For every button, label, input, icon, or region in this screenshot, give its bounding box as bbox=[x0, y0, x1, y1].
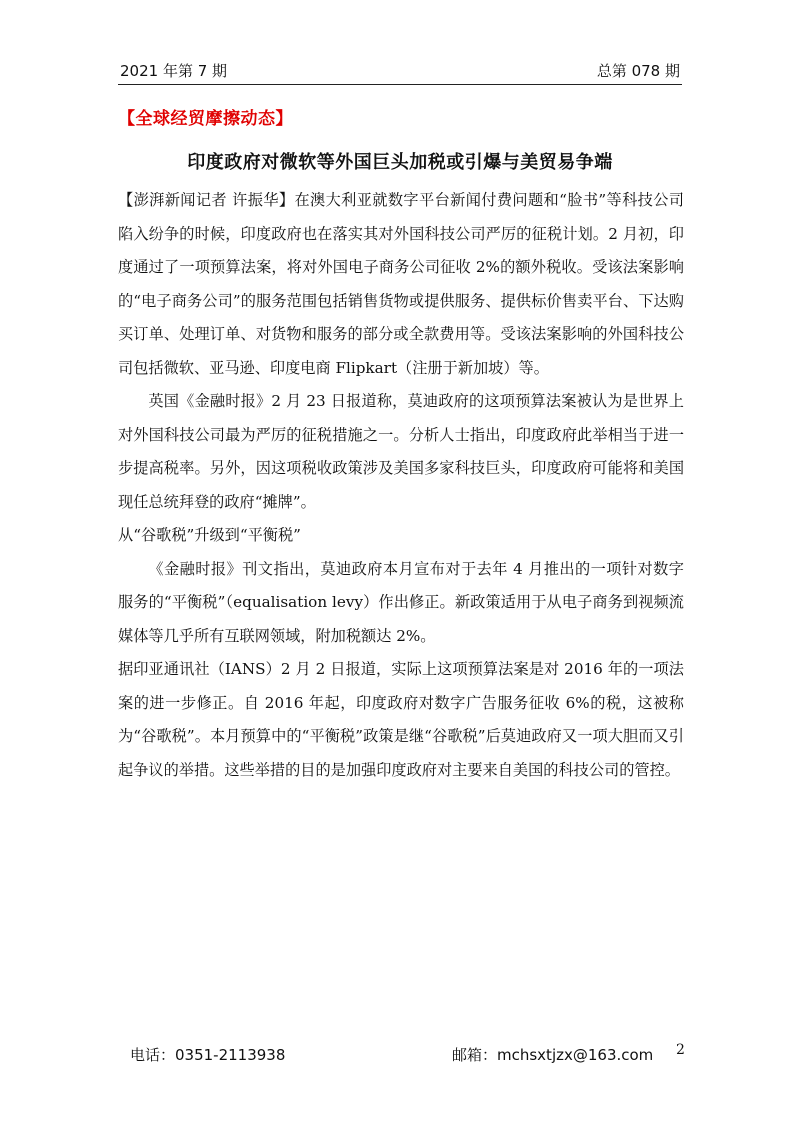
subheading: 从“谷歌税”升级到“平衡税” bbox=[118, 526, 301, 544]
section-title: 【全球经贸摩擦动态】 bbox=[118, 109, 293, 129]
article-body bbox=[118, 184, 684, 787]
contact-email: 邮箱：mchsxtjzx@163.com bbox=[452, 1046, 654, 1064]
issue-number: 2021 年第 7 期 bbox=[120, 62, 228, 80]
article-title: 印度政府对微软等外国巨头加税或引爆与美贸易争端 bbox=[187, 152, 613, 173]
paragraph: 英国《金融时报》2 月 23 日报道称，莫迪政府的这项预算法案被认为是世界上对外国科技公司最为严厉的征税措施之一。分析人士指出，印度政府此举相当于进一步提高税率。另外，因这项税收政策涉及美国多家科技巨头，印度政府可能将和美国现任总统拜登的政府“摊牌”。 bbox=[118, 392, 684, 511]
contact-phone: 电话：0351-2113938 bbox=[130, 1046, 286, 1064]
page-header bbox=[118, 58, 682, 85]
total-issue-number: 总第 078 期 bbox=[596, 62, 680, 80]
paragraph: 【澎湃新闻记者 许振华】在澳大利亚就数字平台新闻付费问题和“脸书”等科技公司陷入纷争的时候，印度政府也在落实其对外国科技公司严厉的征税计划。2 月初，印度通过了一项预算法案，将对外国电子商务公司征收 2%的额外税收。受该法案影响的“电子商务公司”的服务范围包括销售货物或提供服务、提供标价售卖平台、下达购买订单、处理订单、对货物和服务的部分或全款费用等。受该法案影响的外国科技公司包括微软、亚马逊、印度电商 Flipkart（注册于新加坡）等。 bbox=[118, 191, 684, 377]
paragraph: 《金融时报》刊文指出，莫迪政府本月宣布对于去年 4 月推出的一项针对数字服务的“平衡税”（equalisation levy）作出修正。新政策适用于从电子商务到视频流媒体等几乎所有互联网领域，附加税额达 2%。 bbox=[118, 559, 684, 645]
paragraph: 据印亚通讯社（IANS）2 月 2 日报道，实际上这项预算法案是对 2016 年的一项法案的进一步修正。自 2016 年起，印度政府对数字广告服务征收 6%的税，这被称为“谷歌税”。本月预算中的“平衡税”政策是继“谷歌税”后莫迪政府又一项大胆而又引起争议的举措。这些举措的目的是加强印度政府对主要来自美国的科技公司的管控。 bbox=[118, 660, 684, 779]
page-number: 2 bbox=[676, 1042, 685, 1058]
